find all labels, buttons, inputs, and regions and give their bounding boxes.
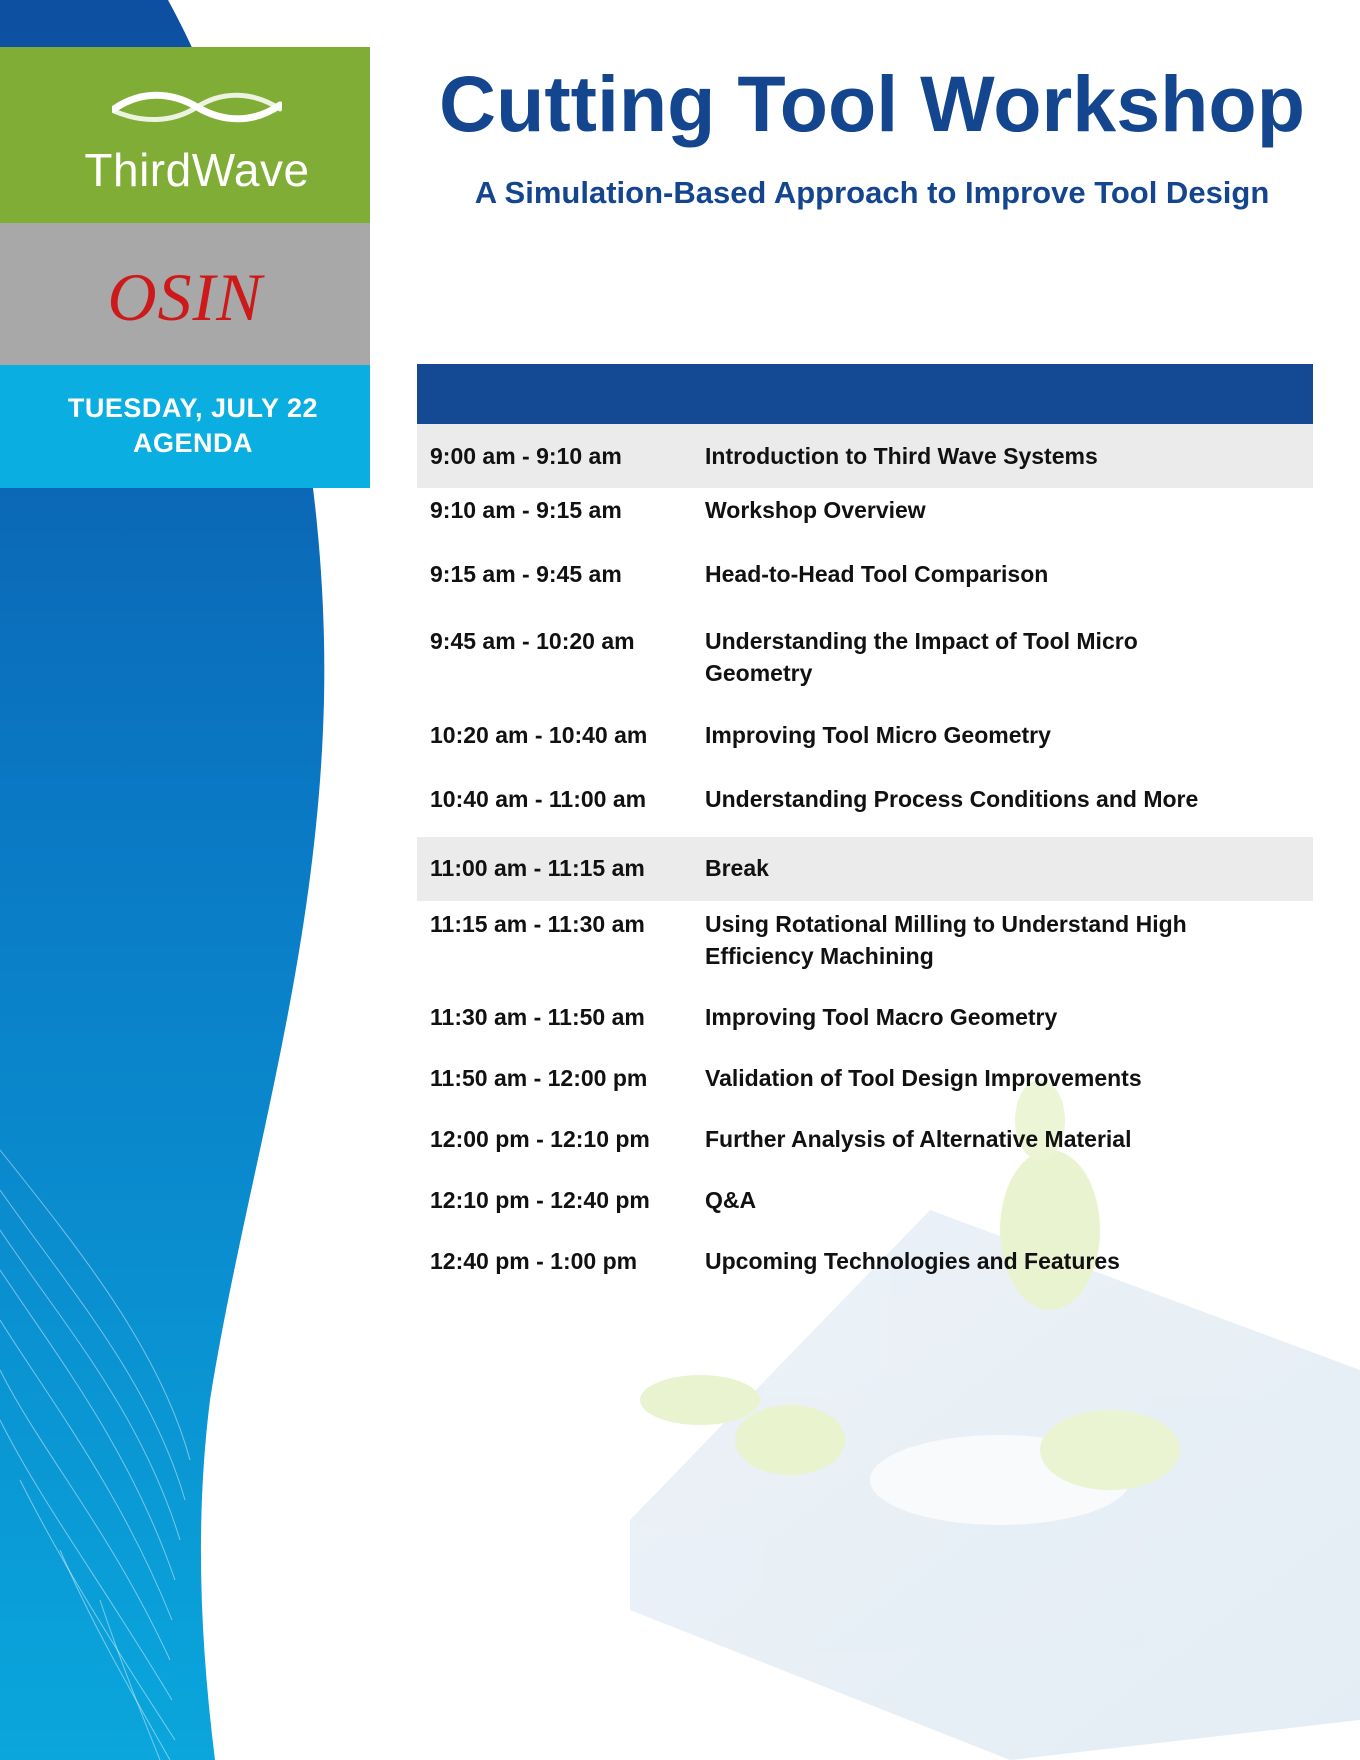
- osin-logo-text: OSIN: [107, 259, 263, 335]
- agenda-topic: Improving Tool Micro Geometry: [705, 722, 1051, 748]
- agenda-topic: Break: [705, 855, 769, 881]
- agenda-time: 9:00 am - 9:10 am: [430, 443, 622, 469]
- agenda-row: [417, 424, 1313, 488]
- agenda-time: 9:10 am - 9:15 am: [430, 497, 622, 523]
- agenda-row: [417, 1123, 1313, 1163]
- agenda-time: 10:20 am - 10:40 am: [430, 722, 648, 748]
- agenda-topic: Using Rotational Milling to Understand High Efficiency Machining: [705, 911, 1187, 969]
- thirdwave-logo-block: [0, 47, 370, 223]
- agenda-time: 12:40 pm - 1:00 pm: [430, 1248, 638, 1274]
- agenda-topic: Understanding the Impact of Tool Micro Geometry: [705, 628, 1138, 686]
- agenda-time: 11:15 am - 11:30 am: [430, 911, 645, 937]
- agenda-row: [417, 1062, 1313, 1102]
- agenda-topic: Improving Tool Macro Geometry: [705, 1004, 1058, 1030]
- agenda-row: [417, 783, 1313, 823]
- agenda-time: 9:45 am - 10:20 am: [430, 628, 635, 654]
- agenda-topic: Introduction to Third Wave Systems: [705, 443, 1098, 469]
- agenda-topic: Upcoming Technologies and Features: [705, 1248, 1120, 1274]
- agenda-row: [417, 908, 1313, 974]
- page-subtitle: A Simulation-Based Approach to Improve Tool Design: [474, 175, 1270, 210]
- page-title: Cutting Tool Workshop: [439, 59, 1305, 148]
- agenda-time: 12:00 pm - 12:10 pm: [430, 1126, 650, 1152]
- agenda-time: 9:15 am - 9:45 am: [430, 561, 622, 587]
- thirdwave-wave-icon: [112, 87, 282, 127]
- event-date: TUESDAY, JULY 22: [67, 393, 319, 423]
- agenda-row: [417, 1245, 1313, 1285]
- agenda-row: [417, 558, 1313, 598]
- agenda-time: 10:40 am - 11:00 am: [430, 786, 647, 812]
- agenda-table-header: [417, 364, 1313, 424]
- thirdwave-logo-text: ThirdWave: [84, 144, 310, 196]
- agenda-row: [417, 1184, 1313, 1224]
- agenda-topic: Validation of Tool Design Improvements: [705, 1065, 1142, 1091]
- agenda-topic: Head-to-Head Tool Comparison: [705, 561, 1049, 587]
- agenda-time: 11:50 am - 12:00 pm: [430, 1065, 648, 1091]
- agenda-time: 11:30 am - 11:50 am: [430, 1004, 645, 1030]
- osin-logo-block: [0, 223, 370, 365]
- agenda-row: [417, 625, 1313, 691]
- simulation-graphic: [630, 1080, 1360, 1760]
- agenda-topic: Understanding Process Conditions and More: [705, 786, 1199, 812]
- agenda-row: [417, 719, 1313, 759]
- agenda-label: AGENDA: [132, 428, 253, 458]
- agenda-topic: Q&A: [705, 1187, 757, 1213]
- agenda-row: [417, 837, 1313, 901]
- agenda-row: [417, 494, 1313, 534]
- agenda-time: 12:10 pm - 12:40 pm: [430, 1187, 650, 1213]
- agenda-topic: Further Analysis of Alternative Material: [705, 1126, 1132, 1152]
- agenda-time: 11:00 am - 11:15 am: [430, 855, 645, 881]
- agenda-row: [417, 1001, 1313, 1041]
- date-block: [0, 365, 370, 488]
- agenda-topic: Workshop Overview: [705, 497, 926, 523]
